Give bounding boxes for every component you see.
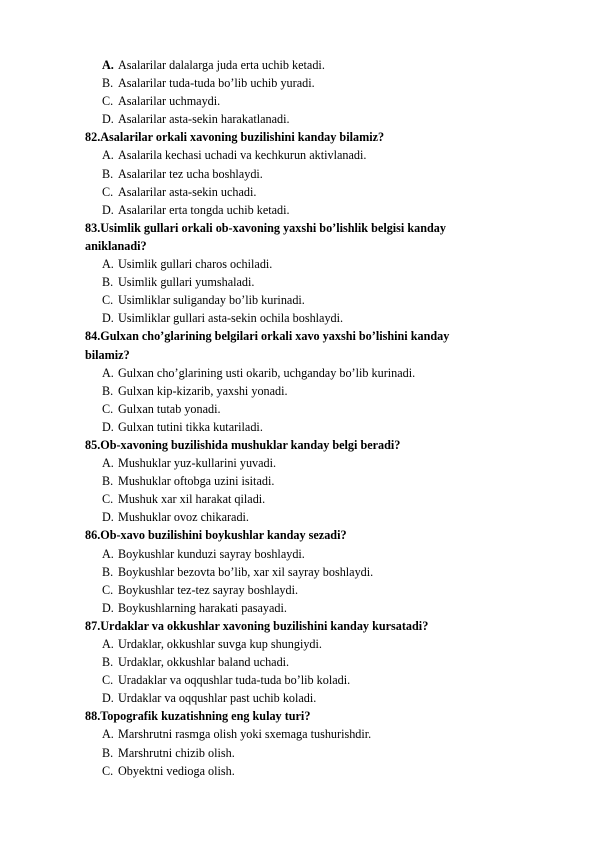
answer-letter: C.	[102, 582, 114, 597]
answer-text: Gulxan tutab yonadi.	[118, 401, 221, 416]
question-text: Ob-xavoning buzilishida mushuklar kanday belgi beradi?	[100, 437, 401, 452]
answer-option	[85, 599, 515, 617]
answer-letter: D.	[102, 510, 114, 525]
answer-option	[85, 273, 515, 291]
answer-letter: D.	[102, 112, 114, 127]
answer-letter: A.	[102, 365, 114, 380]
answer-option	[85, 291, 515, 309]
answer-text: Usimliklar suliganday bo’lib kurinadi.	[118, 293, 305, 308]
answer-option	[85, 472, 515, 490]
question-number: 83.	[85, 220, 101, 235]
answer-text: Uradaklar va oqqushlar tuda-tuda bo’lib koladi.	[118, 673, 351, 688]
answer-letter: B.	[102, 76, 114, 91]
answer-letter: D.	[102, 600, 114, 615]
question-number: 84.	[85, 329, 101, 344]
answer-letter: A.	[102, 58, 114, 72]
answer-letter: B.	[102, 166, 114, 181]
document-page	[85, 56, 515, 780]
answer-option	[85, 762, 515, 780]
question-text: Asalarilar orkali xavoning buzilishini kanday bilamiz?	[100, 130, 385, 145]
answer-option	[85, 563, 515, 581]
answer-text: Mushuklar ovoz chikaradi.	[118, 510, 249, 525]
answer-text: Boykushlar kunduzi sayray boshlaydi.	[118, 546, 305, 561]
question-text: Ob-xavo buzilishini boykushlar kanday sezadi?	[100, 528, 347, 543]
answer-letter: B.	[102, 564, 114, 579]
question-number: 82.	[85, 130, 101, 145]
answer-letter: C.	[102, 401, 114, 416]
answer-option	[85, 635, 515, 653]
answer-letter: A.	[102, 546, 114, 561]
answer-letter: B.	[102, 655, 114, 670]
answer-text: Asalarilar tez ucha boshlaydi.	[118, 166, 263, 181]
question-number: 87.	[85, 618, 101, 633]
answer-option	[85, 490, 515, 508]
answer-option	[85, 56, 515, 74]
answer-option	[85, 689, 515, 707]
question-85	[85, 436, 515, 454]
answer-option	[85, 744, 515, 762]
answer-text: Urdaklar va oqqushlar past uchib koladi.	[118, 691, 317, 706]
answer-option	[85, 74, 515, 92]
question-83	[85, 219, 515, 237]
answer-text: Mushuklar yuz-kullarini yuvadi.	[118, 456, 277, 471]
answer-letter: B.	[102, 745, 114, 760]
question-text: Gulxan cho’glarining belgilari orkali xavo yaxshi bo’lishini kanday	[100, 329, 450, 344]
answer-letter: A.	[102, 456, 114, 471]
answer-option	[85, 418, 515, 436]
answer-letter: C.	[102, 94, 114, 109]
answer-letter: A.	[102, 637, 114, 651]
question-number: 86.	[85, 528, 101, 543]
question-83-continued: aniklanadi?	[85, 238, 147, 253]
answer-text: Asalarilar asta-sekin uchadi.	[118, 184, 257, 199]
answer-text: Asalarilar erta tongda uchib ketadi.	[118, 202, 290, 217]
answer-text: Usimlik gullari yumshaladi.	[118, 275, 255, 290]
answer-option	[85, 545, 515, 563]
answer-letter: D.	[102, 691, 114, 706]
question-84	[85, 327, 515, 345]
answer-text: Mushuk xar xil harakat qiladi.	[118, 492, 266, 507]
answer-letter: D.	[102, 202, 114, 217]
answer-text: Asalarilar dalalarga juda erta uchib ketadi.	[118, 58, 325, 72]
question-84-continued: bilamiz?	[85, 347, 130, 362]
answer-letter: C.	[102, 763, 114, 778]
answer-text: Obyektni vedioga olish.	[118, 763, 235, 778]
answer-option	[85, 454, 515, 472]
question-number: 88.	[85, 709, 101, 724]
question-text: Usimlik gullari orkali ob-xavoning yaxshi bo’lishlik belgisi kanday	[100, 220, 446, 235]
answer-text: Gulxan kip-kizarib, yaxshi yonadi.	[118, 383, 288, 398]
question-87	[85, 617, 515, 635]
answer-text: Mushuklar oftobga uzini isitadi.	[118, 474, 275, 489]
answer-option	[85, 671, 515, 689]
answer-option	[85, 255, 515, 273]
answer-letter: A.	[102, 148, 114, 163]
answer-text: Asalarilar asta-sekin harakatlanadi.	[118, 112, 290, 127]
answer-text: Boykushlar tez-tez sayray boshlaydi.	[118, 582, 299, 597]
answer-option	[85, 508, 515, 526]
answer-letter: B.	[102, 474, 114, 489]
answer-text: Gulxan tutini tikka kutariladi.	[118, 419, 263, 434]
question-88	[85, 707, 515, 725]
answer-text: Boykushlar bezovta bo’lib, xar xil sayray boshlaydi.	[118, 564, 374, 579]
answer-text: Gulxan cho’glarining usti okarib, uchganday bo’lib kurinadi.	[118, 365, 416, 380]
answer-option	[85, 653, 515, 671]
question-text: Topografik kuzatishning eng kulay turi?	[100, 709, 311, 724]
answer-text: Asalarilar tuda-tuda bo’lib uchib yuradi.	[118, 76, 315, 91]
answer-text: Marshrutni chizib olish.	[118, 745, 235, 760]
question-86	[85, 526, 515, 544]
answer-letter: B.	[102, 275, 114, 290]
answer-letter: A.	[102, 257, 114, 272]
answer-option	[85, 581, 515, 599]
answer-letter: D.	[102, 419, 114, 434]
answer-letter: C.	[102, 184, 114, 199]
answer-option	[85, 183, 515, 201]
answer-text: Usimlik gullari charos ochiladi.	[118, 257, 273, 272]
answer-option	[85, 400, 515, 418]
answer-option	[85, 725, 515, 743]
answer-text: Boykushlarning harakati pasayadi.	[118, 600, 287, 615]
answer-letter: C.	[102, 673, 114, 688]
answer-option	[85, 110, 515, 128]
answer-letter: C.	[102, 293, 114, 308]
answer-text: Urdaklar, okkushlar baland uchadi.	[118, 655, 290, 670]
answer-option	[85, 309, 515, 327]
answer-option	[85, 201, 515, 219]
answer-text: Asalarila kechasi uchadi va kechkurun aktivlanadi.	[118, 148, 367, 163]
answer-letter: C.	[102, 492, 114, 507]
answer-letter: A.	[102, 727, 114, 742]
answer-option	[85, 92, 515, 110]
answer-text: Usimliklar gullari asta-sekin ochila boshlaydi.	[118, 311, 344, 326]
answer-option	[85, 364, 515, 382]
question-number: 85.	[85, 437, 101, 452]
answer-text: Urdaklar, okkushlar suvga kup shungiydi.	[118, 637, 322, 651]
question-82	[85, 128, 515, 146]
answer-text: Asalarilar uchmaydi.	[118, 94, 221, 109]
answer-text: Marshrutni rasmga olish yoki sxemaga tushurishdir.	[118, 727, 372, 742]
answer-letter: B.	[102, 383, 114, 398]
question-text: Urdaklar va okkushlar xavoning buzilishini kanday kursatadi?	[100, 618, 429, 633]
answer-option	[85, 382, 515, 400]
answer-letter: D.	[102, 311, 114, 326]
answer-option	[85, 165, 515, 183]
answer-option	[85, 146, 515, 164]
